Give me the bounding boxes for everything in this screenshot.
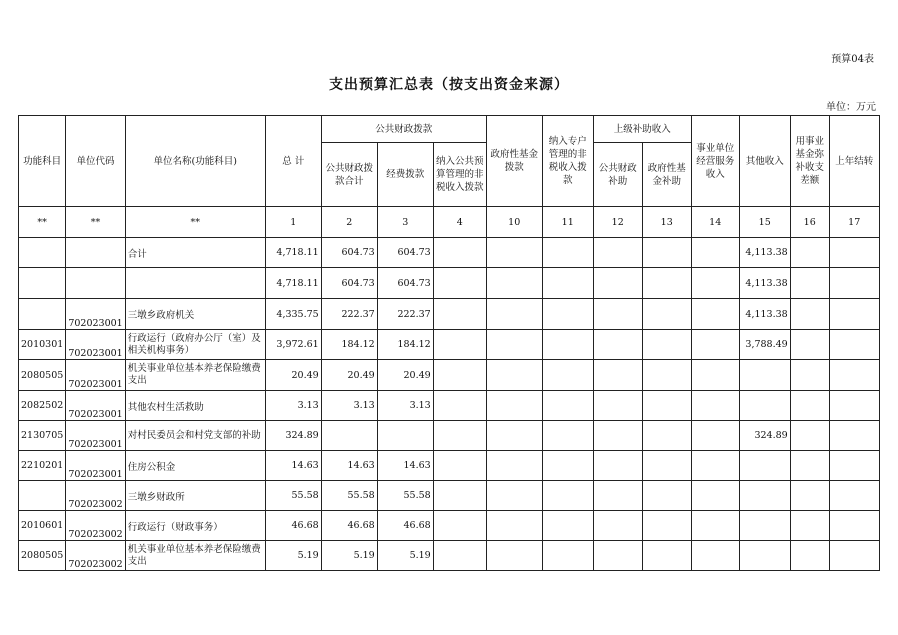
unit-code-cell: 702023001 — [66, 299, 125, 330]
empty-cell — [642, 360, 691, 391]
empty-cell — [486, 391, 542, 421]
empty-cell — [486, 299, 542, 330]
unit-label: 单位：万元 — [826, 102, 876, 113]
empty-cell — [642, 238, 691, 268]
unit-name-cell: 三墩乡财政所 — [125, 481, 265, 511]
public-fund-cell: 184.12 — [377, 330, 433, 360]
public-fund-cell: 14.63 — [377, 451, 433, 481]
index-cell: 13 — [642, 207, 691, 238]
other-income-cell: 4,113.38 — [739, 299, 790, 330]
public-total-cell — [321, 421, 377, 451]
col-public-group: 公共财政拨款 — [321, 116, 486, 143]
unit-code-cell: 702023001 — [66, 451, 125, 481]
other-income-cell — [739, 481, 790, 511]
other-income-cell: 324.89 — [739, 421, 790, 451]
empty-cell — [642, 391, 691, 421]
public-total-cell: 222.37 — [321, 299, 377, 330]
empty-cell — [691, 391, 739, 421]
table-row — [19, 299, 880, 330]
col-upper-gov: 政府性基金补助 — [642, 143, 691, 207]
empty-cell — [790, 391, 829, 421]
form-number: 预算04表 — [831, 54, 874, 65]
unit-name-cell: 合计 — [125, 238, 265, 268]
total-cell: 4,718.11 — [265, 268, 321, 299]
empty-cell — [790, 268, 829, 299]
empty-cell — [542, 451, 593, 481]
col-biz-income: 事业单位经营服务收入 — [691, 116, 739, 207]
public-fund-cell — [377, 421, 433, 451]
empty-cell — [829, 451, 879, 481]
unit-code-cell: 702023001 — [66, 391, 125, 421]
func-code-cell: 2010301 — [19, 330, 66, 360]
empty-cell — [829, 360, 879, 391]
other-income-cell: 4,113.38 — [739, 238, 790, 268]
public-total-cell: 55.58 — [321, 481, 377, 511]
empty-cell — [593, 268, 642, 299]
index-cell: 16 — [790, 207, 829, 238]
unit-name-cell — [125, 268, 265, 299]
col-special-nontax: 纳入专户管理的非税收入拨款 — [542, 116, 593, 207]
empty-cell — [790, 541, 829, 571]
empty-cell — [486, 481, 542, 511]
empty-cell — [790, 330, 829, 360]
empty-cell — [542, 391, 593, 421]
func-code-cell: 2010601 — [19, 511, 66, 541]
other-income-cell — [739, 541, 790, 571]
other-income-cell — [739, 511, 790, 541]
public-total-cell: 604.73 — [321, 238, 377, 268]
unit-code-cell: 702023002 — [66, 511, 125, 541]
empty-cell — [542, 481, 593, 511]
empty-cell — [642, 541, 691, 571]
empty-cell — [486, 268, 542, 299]
public-fund-cell: 222.37 — [377, 299, 433, 330]
total-cell: 46.68 — [265, 511, 321, 541]
empty-cell — [433, 541, 486, 571]
empty-cell — [829, 541, 879, 571]
empty-cell — [486, 421, 542, 451]
empty-cell — [790, 451, 829, 481]
total-cell: 14.63 — [265, 451, 321, 481]
index-row — [19, 207, 880, 238]
page-title: 支出预算汇总表（按支出资金来源） — [329, 77, 569, 93]
empty-cell — [829, 238, 879, 268]
public-fund-cell: 5.19 — [377, 541, 433, 571]
empty-cell — [542, 360, 593, 391]
index-cell: ** — [66, 207, 125, 238]
empty-cell — [691, 360, 739, 391]
empty-cell — [790, 360, 829, 391]
other-income-cell — [739, 360, 790, 391]
func-code-cell: 2082502 — [19, 391, 66, 421]
col-public-nontax: 纳入公共预算管理的非税收入拨款 — [433, 143, 486, 207]
table-row — [19, 391, 880, 421]
empty-cell — [642, 268, 691, 299]
empty-cell — [486, 451, 542, 481]
public-fund-cell: 3.13 — [377, 391, 433, 421]
empty-cell — [593, 541, 642, 571]
col-fund-balance: 用事业基金弥补收支差额 — [790, 116, 829, 207]
public-fund-cell: 604.73 — [377, 268, 433, 299]
col-public-total: 公共财政拨款合计 — [321, 143, 377, 207]
index-cell: 3 — [377, 207, 433, 238]
func-code-cell — [19, 238, 66, 268]
empty-cell — [829, 330, 879, 360]
index-cell: 10 — [486, 207, 542, 238]
index-cell: 4 — [433, 207, 486, 238]
empty-cell — [433, 360, 486, 391]
unit-code-cell — [66, 238, 125, 268]
public-fund-cell: 604.73 — [377, 238, 433, 268]
col-gov-fund: 政府性基金拨款 — [486, 116, 542, 207]
empty-cell — [790, 421, 829, 451]
table-row — [19, 330, 880, 360]
empty-cell — [433, 421, 486, 451]
table-row — [19, 451, 880, 481]
table-row — [19, 421, 880, 451]
total-cell: 4,335.75 — [265, 299, 321, 330]
public-total-cell: 14.63 — [321, 451, 377, 481]
index-cell: ** — [19, 207, 66, 238]
total-cell: 20.49 — [265, 360, 321, 391]
empty-cell — [790, 511, 829, 541]
empty-cell — [593, 481, 642, 511]
index-cell: ** — [125, 207, 265, 238]
func-code-cell: 2210201 — [19, 451, 66, 481]
total-cell: 5.19 — [265, 541, 321, 571]
unit-code-cell: 702023002 — [66, 541, 125, 571]
unit-name-cell: 对村民委员会和村党支部的补助 — [125, 421, 265, 451]
empty-cell — [433, 451, 486, 481]
func-code-cell: 2130705 — [19, 421, 66, 451]
empty-cell — [829, 421, 879, 451]
col-other-income: 其他收入 — [739, 116, 790, 207]
empty-cell — [790, 238, 829, 268]
unit-name-cell: 机关事业单位基本养老保险缴费支出 — [125, 360, 265, 391]
total-cell: 324.89 — [265, 421, 321, 451]
other-income-cell — [739, 451, 790, 481]
public-total-cell: 20.49 — [321, 360, 377, 391]
func-code-cell — [19, 299, 66, 330]
other-income-cell — [739, 391, 790, 421]
total-cell: 3.13 — [265, 391, 321, 421]
table-row — [19, 481, 880, 511]
empty-cell — [642, 421, 691, 451]
empty-cell — [790, 299, 829, 330]
empty-cell — [486, 511, 542, 541]
empty-cell — [790, 481, 829, 511]
empty-cell — [691, 511, 739, 541]
public-fund-cell: 46.68 — [377, 511, 433, 541]
empty-cell — [433, 481, 486, 511]
empty-cell — [542, 268, 593, 299]
empty-cell — [433, 330, 486, 360]
empty-cell — [642, 330, 691, 360]
empty-cell — [542, 421, 593, 451]
empty-cell — [486, 541, 542, 571]
table-row — [19, 238, 880, 268]
budget-table — [18, 115, 880, 571]
empty-cell — [691, 421, 739, 451]
index-cell: 17 — [829, 207, 879, 238]
empty-cell — [486, 238, 542, 268]
empty-cell — [593, 360, 642, 391]
empty-cell — [642, 451, 691, 481]
unit-name-cell: 行政运行（财政事务） — [125, 511, 265, 541]
empty-cell — [433, 391, 486, 421]
public-total-cell: 46.68 — [321, 511, 377, 541]
unit-code-cell: 702023001 — [66, 330, 125, 360]
empty-cell — [433, 299, 486, 330]
empty-cell — [691, 238, 739, 268]
other-income-cell: 4,113.38 — [739, 268, 790, 299]
empty-cell — [829, 511, 879, 541]
empty-cell — [542, 299, 593, 330]
unit-code-cell: 702023002 — [66, 481, 125, 511]
empty-cell — [486, 360, 542, 391]
unit-name-cell: 机关事业单位基本养老保险缴费支出 — [125, 541, 265, 571]
empty-cell — [486, 330, 542, 360]
public-total-cell: 184.12 — [321, 330, 377, 360]
col-total: 总 计 — [265, 116, 321, 207]
empty-cell — [433, 268, 486, 299]
empty-cell — [691, 299, 739, 330]
empty-cell — [593, 391, 642, 421]
empty-cell — [593, 299, 642, 330]
unit-name-cell: 三墩乡政府机关 — [125, 299, 265, 330]
empty-cell — [593, 421, 642, 451]
empty-cell — [433, 238, 486, 268]
unit-name-cell: 其他农村生活救助 — [125, 391, 265, 421]
func-code-cell: 2080505 — [19, 360, 66, 391]
empty-cell — [593, 330, 642, 360]
empty-cell — [691, 541, 739, 571]
unit-code-cell: 702023001 — [66, 360, 125, 391]
index-cell: 1 — [265, 207, 321, 238]
unit-name-cell: 行政运行（政府办公厅（室）及相关机构事务） — [125, 330, 265, 360]
empty-cell — [829, 481, 879, 511]
empty-cell — [642, 511, 691, 541]
table-row — [19, 360, 880, 391]
other-income-cell: 3,788.49 — [739, 330, 790, 360]
total-cell: 55.58 — [265, 481, 321, 511]
table-row — [19, 268, 880, 299]
empty-cell — [542, 238, 593, 268]
empty-cell — [593, 238, 642, 268]
col-carryover: 上年结转 — [829, 116, 879, 207]
index-cell: 11 — [542, 207, 593, 238]
empty-cell — [542, 330, 593, 360]
empty-cell — [593, 451, 642, 481]
col-upper-group: 上级补助收入 — [593, 116, 691, 143]
index-cell: 2 — [321, 207, 377, 238]
unit-code-cell — [66, 268, 125, 299]
col-code: 单位代码 — [66, 116, 125, 207]
total-cell: 4,718.11 — [265, 238, 321, 268]
empty-cell — [691, 330, 739, 360]
public-fund-cell: 20.49 — [377, 360, 433, 391]
empty-cell — [829, 268, 879, 299]
public-fund-cell: 55.58 — [377, 481, 433, 511]
empty-cell — [593, 511, 642, 541]
empty-cell — [691, 268, 739, 299]
empty-cell — [542, 511, 593, 541]
col-public-fund: 经费拨款 — [377, 143, 433, 207]
total-cell: 3,972.61 — [265, 330, 321, 360]
empty-cell — [691, 481, 739, 511]
col-name: 单位名称(功能科目) — [125, 116, 265, 207]
empty-cell — [691, 451, 739, 481]
empty-cell — [433, 511, 486, 541]
col-func: 功能科目 — [19, 116, 66, 207]
empty-cell — [642, 299, 691, 330]
func-code-cell — [19, 268, 66, 299]
public-total-cell: 3.13 — [321, 391, 377, 421]
index-cell: 15 — [739, 207, 790, 238]
empty-cell — [642, 481, 691, 511]
unit-code-cell: 702023001 — [66, 421, 125, 451]
public-total-cell: 5.19 — [321, 541, 377, 571]
index-cell: 14 — [691, 207, 739, 238]
func-code-cell — [19, 481, 66, 511]
empty-cell — [829, 391, 879, 421]
public-total-cell: 604.73 — [321, 268, 377, 299]
col-upper-public: 公共财政补助 — [593, 143, 642, 207]
empty-cell — [542, 541, 593, 571]
table-row — [19, 511, 880, 541]
unit-name-cell: 住房公积金 — [125, 451, 265, 481]
index-cell: 12 — [593, 207, 642, 238]
table-row — [19, 541, 880, 571]
func-code-cell: 2080505 — [19, 541, 66, 571]
empty-cell — [829, 299, 879, 330]
